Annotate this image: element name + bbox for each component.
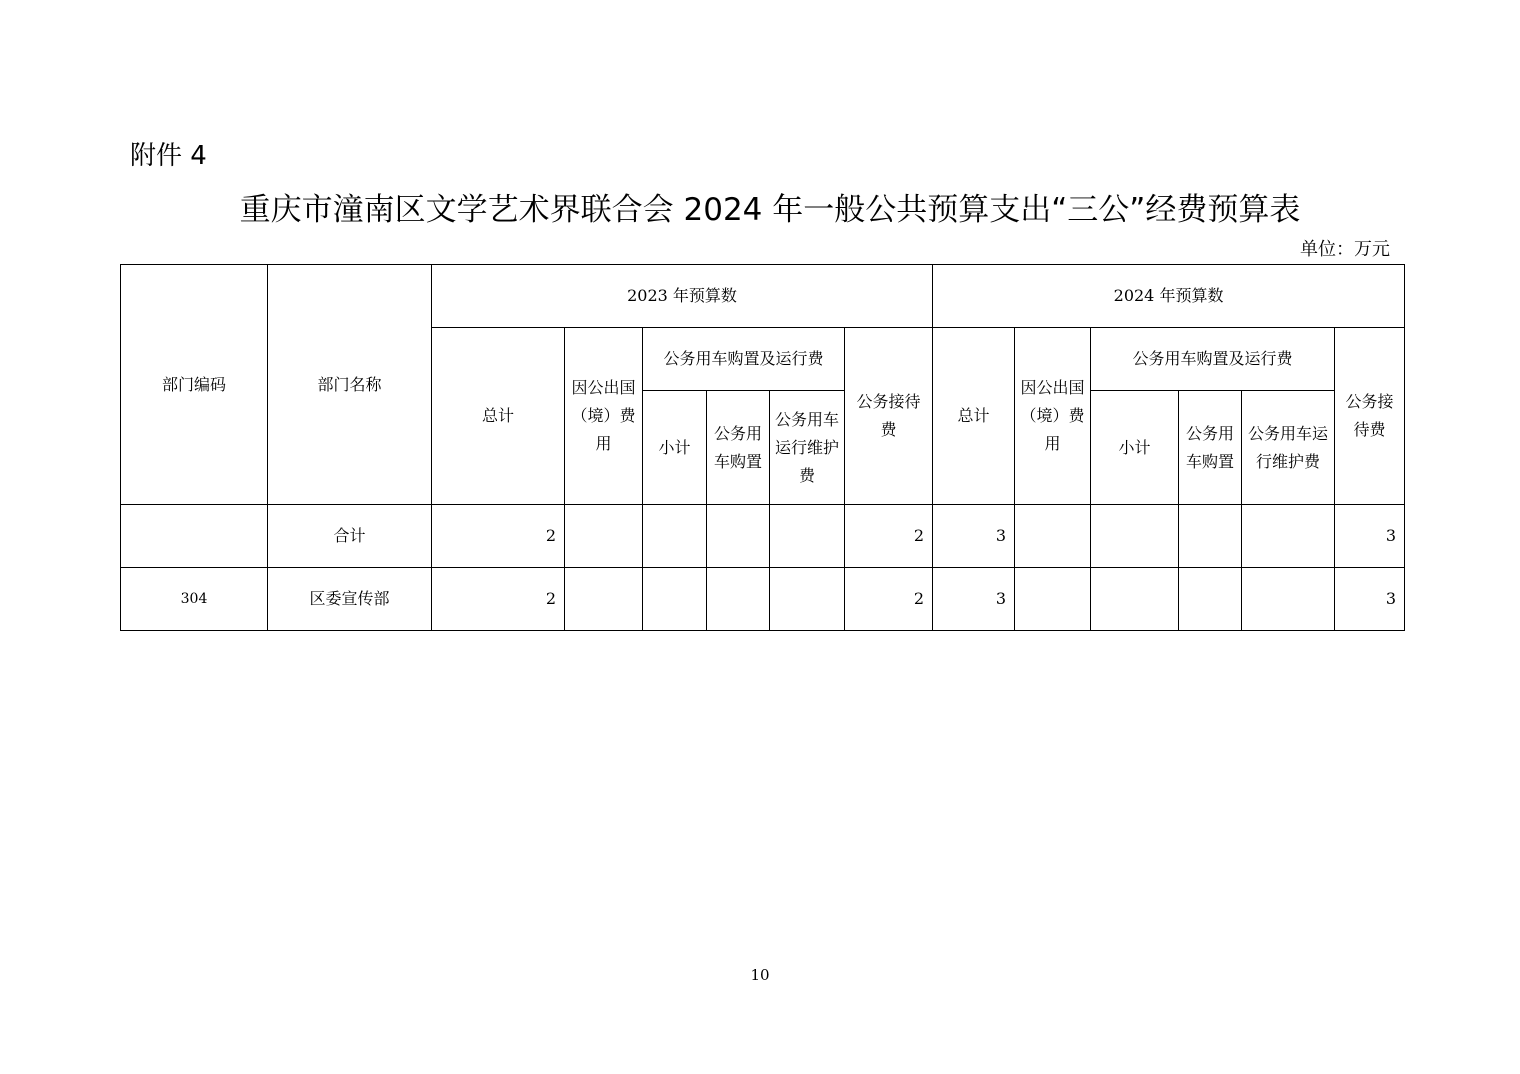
- cell-abroad-2024: [1015, 568, 1091, 631]
- cell-reception-2024: 3: [1335, 505, 1405, 568]
- cell-name: 合计: [268, 505, 432, 568]
- cell-vehicle-purchase-2024: [1179, 568, 1242, 631]
- header-vehicle-group-2024: 公务用车购置及运行费: [1091, 328, 1335, 391]
- cell-abroad-2023: [565, 505, 643, 568]
- cell-abroad-2023: [565, 568, 643, 631]
- attachment-label: 附件 4: [130, 141, 207, 171]
- cell-reception-2024: 3: [1335, 568, 1405, 631]
- cell-subtotal-2023: [643, 568, 707, 631]
- unit-label: 单位：万元: [1300, 239, 1390, 260]
- header-dept-name: 部门名称: [268, 265, 432, 505]
- cell-reception-2023: 2: [845, 505, 933, 568]
- cell-code: 304: [121, 568, 268, 631]
- cell-code: [121, 505, 268, 568]
- cell-total-2024: 3: [933, 568, 1015, 631]
- header-reception-2024: 公务接待费: [1335, 328, 1405, 505]
- header-subtotal-2023: 小计: [643, 391, 707, 505]
- cell-reception-2023: 2: [845, 568, 933, 631]
- header-vehicle-maint-2023: 公务用车运行维护费: [770, 391, 845, 505]
- header-total-2024: 总计: [933, 328, 1015, 505]
- cell-vehicle-maint-2024: [1242, 505, 1335, 568]
- cell-total-2023: 2: [432, 568, 565, 631]
- cell-total-2023: 2: [432, 505, 565, 568]
- header-vehicle-purchase-2023: 公务用车购置: [707, 391, 770, 505]
- cell-vehicle-maint-2024: [1242, 568, 1335, 631]
- header-dept-code: 部门编码: [121, 265, 268, 505]
- header-vehicle-purchase-2024: 公务用车购置: [1179, 391, 1242, 505]
- cell-subtotal-2024: [1091, 568, 1179, 631]
- header-reception-2023: 公务接待费: [845, 328, 933, 505]
- page-number: 10: [750, 966, 770, 984]
- cell-abroad-2024: [1015, 505, 1091, 568]
- header-total-2023: 总计: [432, 328, 565, 505]
- header-vehicle-maint-2024: 公务用车运行维护费: [1242, 391, 1335, 505]
- cell-vehicle-maint-2023: [770, 505, 845, 568]
- header-year-2024: 2024 年预算数: [933, 265, 1405, 328]
- cell-name: 区委宣传部: [268, 568, 432, 631]
- cell-vehicle-purchase-2024: [1179, 505, 1242, 568]
- header-abroad-2024: 因公出国（境）费用: [1015, 328, 1091, 505]
- header-year-2023: 2023 年预算数: [432, 265, 933, 328]
- cell-subtotal-2024: [1091, 505, 1179, 568]
- cell-vehicle-maint-2023: [770, 568, 845, 631]
- budget-table: [120, 264, 1405, 631]
- header-subtotal-2024: 小计: [1091, 391, 1179, 505]
- header-row-1: [121, 265, 1405, 328]
- header-vehicle-group-2023: 公务用车购置及运行费: [643, 328, 845, 391]
- table-row: [121, 505, 1405, 568]
- cell-subtotal-2023: [643, 505, 707, 568]
- cell-total-2024: 3: [933, 505, 1015, 568]
- cell-vehicle-purchase-2023: [707, 505, 770, 568]
- table-row: [121, 568, 1405, 631]
- cell-vehicle-purchase-2023: [707, 568, 770, 631]
- header-abroad-2023: 因公出国（境）费用: [565, 328, 643, 505]
- document-title: 重庆市潼南区文学艺术界联合会 2024 年一般公共预算支出“三公”经费预算表: [239, 192, 1301, 228]
